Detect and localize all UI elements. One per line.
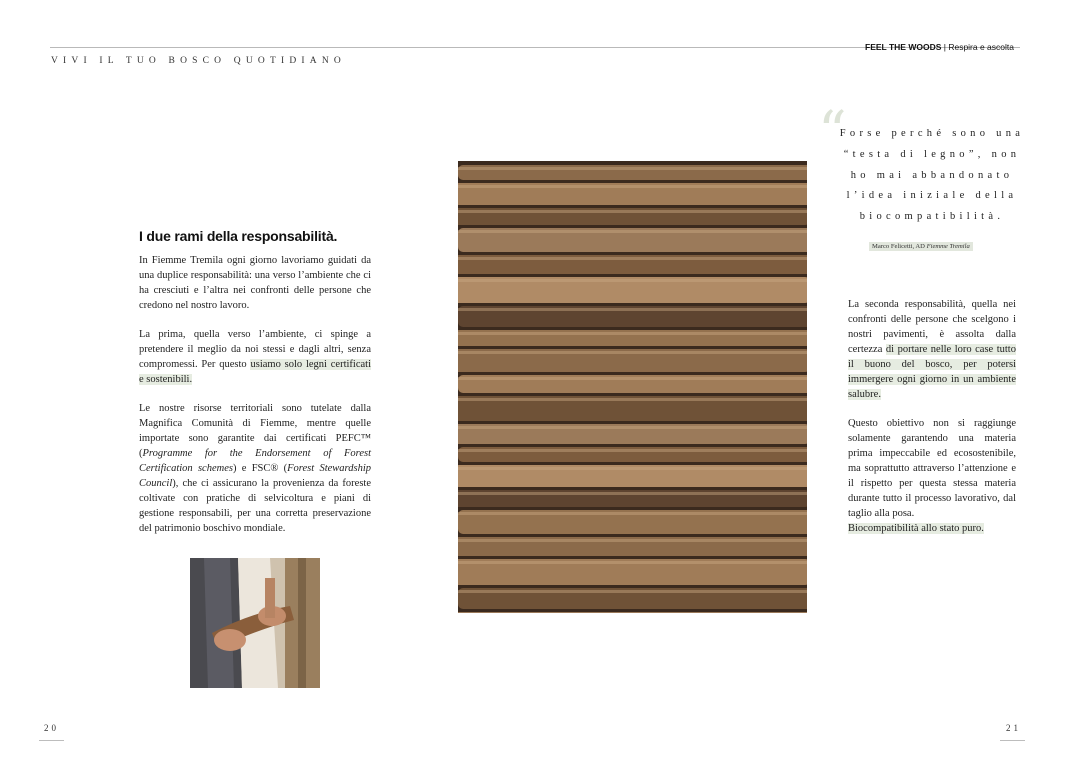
- highlight-biocompatibility: Biocompatibilità allo stato puro.: [848, 523, 984, 534]
- log-highlight: [458, 351, 807, 354]
- paragraph-objective: Questo obiettivo non si raggiunge solamente garantendo una materia prima impeccabile ed ecosostenibile, ma soprattutto attraverso l’attenzione e il rispetto per questa stessa materia durante tutto il processo lavorativo, dal taglio alla posa. Biocompatibilità allo stato puro.: [848, 418, 1016, 534]
- page-number-left: 20: [44, 723, 59, 733]
- log-highlight: [458, 279, 807, 282]
- section-kicker: VIVI IL TUO BOSCO QUOTIDIANO: [51, 56, 346, 66]
- paragraph-intro: In Fiemme Tremila ogni giorno lavoriamo guidati da una duplice responsabilità: una verso l’ambiente che ci ha cresciuti e l’altra nei confronti delle persone che credono nel nostro lavoro.: [139, 255, 371, 311]
- running-header: [865, 42, 1014, 52]
- highlight-healthy-home: di portare nelle loro case tutto il buono del bosco, per potersi immergere ogni giorno in un ambiente salubre.: [848, 344, 1016, 400]
- log-highlight: [458, 398, 807, 401]
- log-highlight: [458, 230, 807, 233]
- paragraph-environment: La prima, quella verso l’ambiente, ci spinge a pretendere il meglio da noi stessi e dagli altri, senza compromessi. Per questo usiamo solo legni certificati e sostenibili.: [139, 329, 371, 385]
- log-highlight: [458, 426, 807, 429]
- log-highlight: [458, 332, 807, 335]
- highlight-certified-wood: usiamo solo legni certificati e sostenibili.: [139, 359, 371, 385]
- left-column: [139, 253, 371, 550]
- log-highlight: [458, 449, 807, 452]
- log-highlight: [458, 210, 807, 213]
- hands-holding-wood-photo: [190, 558, 320, 688]
- brand-name: FEEL THE WOODS: [865, 42, 942, 52]
- right-column: [848, 297, 1016, 550]
- log-highlight: [458, 590, 807, 593]
- log-highlight: [458, 377, 807, 380]
- log-highlight: [458, 167, 807, 170]
- log-highlight: [458, 512, 807, 515]
- log-highlight: [458, 561, 807, 564]
- log-highlight: [458, 492, 807, 495]
- paragraph-certifications: Le nostre risorse territoriali sono tutelate dalla Magnifica Comunità di Fiemme, mentre quelle importate sono garantite dai certificati PEFC™ (Programme for the Endorsement of Forest Certification schemes) e FSC® (Forest Stewardship Council), che ci assicurano la provenienza da foreste coltivate con pratiche di selvicoltura e piani di gestione responsabili, per una corretta preservazione del patrimonio boschivo mondiale.: [139, 403, 371, 534]
- log: [458, 612, 807, 613]
- log-highlight: [458, 539, 807, 542]
- log-highlight: [458, 308, 807, 311]
- log-highlight: [458, 467, 807, 470]
- page-number-rule-right: [1000, 740, 1025, 741]
- stacked-logs-photo: [458, 161, 807, 613]
- page-number-rule-left: [39, 740, 64, 741]
- pull-quote: Forse perché sono una “testa di legno”, non ho mai abbandonato l’idea iniziale della biocompatibilità.: [839, 128, 1025, 223]
- page-number-right: 21: [1006, 723, 1021, 733]
- quote-attribution: Marco Felicetti, AD Fiemme Tremila: [869, 242, 973, 251]
- section-title: I due rami della responsabilità.: [139, 228, 338, 244]
- log-highlight: [458, 185, 807, 188]
- brand-tagline: | Respira e ascolta: [941, 42, 1014, 52]
- quotation-mark-icon: “: [818, 100, 847, 165]
- paragraph-second-responsibility: La seconda responsabilità, quella nei confronti delle persone che scelgono i nostri pavimenti, è assolta dalla certezza di portare nelle loro case tutto il buono del bosco, per potersi immergere ogni giorno in un ambiente salubre.: [848, 299, 1016, 400]
- log-highlight: [458, 257, 807, 260]
